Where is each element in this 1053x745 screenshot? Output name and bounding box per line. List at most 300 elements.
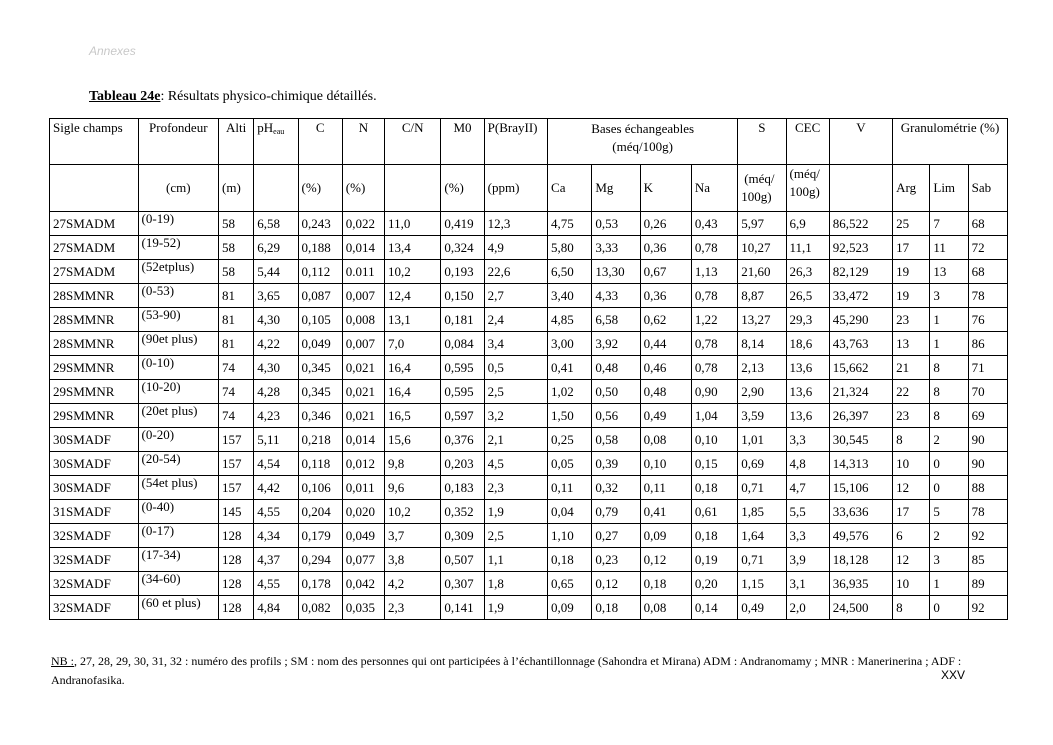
table-cell: 13,4 — [385, 236, 441, 260]
table-cell: 90 — [968, 428, 1007, 452]
table-cell: 0,419 — [441, 212, 484, 236]
table-cell: 32SMADF — [50, 524, 139, 548]
table-cell — [138, 260, 219, 284]
table-cell: 69 — [968, 404, 1007, 428]
table-cell: 3,3 — [786, 428, 829, 452]
table-cell: 22 — [893, 380, 930, 404]
table-cell: 0,012 — [342, 452, 384, 476]
table-cell: 92 — [968, 596, 1007, 620]
table-cell: 16,4 — [385, 380, 441, 404]
table-cell: 6,29 — [254, 236, 298, 260]
table-cell: 0,084 — [441, 332, 484, 356]
table-cell: 1 — [930, 308, 968, 332]
table-cell — [138, 596, 219, 620]
table-cell: 21,60 — [738, 260, 786, 284]
table-cell: 1,13 — [691, 260, 737, 284]
table-cell: 43,763 — [829, 332, 892, 356]
table-caption-text: : Résultats physico-chimique détaillés. — [160, 89, 377, 104]
head-c: C — [298, 119, 342, 165]
table-cell: 89 — [968, 572, 1007, 596]
table-cell — [138, 500, 219, 524]
depth-value: (90et plus) — [141, 331, 198, 346]
table-cell: 3 — [930, 284, 968, 308]
table-cell: 0,41 — [640, 500, 691, 524]
table-cell: 1,9 — [484, 500, 547, 524]
table-cell: 58 — [219, 236, 254, 260]
table-cell: 128 — [219, 524, 254, 548]
table-cell: 2,3 — [385, 596, 441, 620]
table-cell: 0,62 — [640, 308, 691, 332]
depth-value: (60 et plus) — [141, 595, 201, 610]
table-cell: 78 — [968, 500, 1007, 524]
table-cell: 23 — [893, 308, 930, 332]
table-cell — [138, 524, 219, 548]
table-cell: 4,55 — [254, 572, 298, 596]
table-cell: 0,11 — [548, 476, 592, 500]
head-ca: Ca — [548, 165, 592, 212]
table-cell: 8 — [893, 428, 930, 452]
head-profondeur-unit: (cm) — [138, 165, 219, 212]
table-cell: 0,12 — [640, 548, 691, 572]
table-cell: 4,30 — [254, 356, 298, 380]
table-cell: 0,71 — [738, 548, 786, 572]
table-cell: 70 — [968, 380, 1007, 404]
table-cell: 32SMADF — [50, 572, 139, 596]
table-cell: 0,218 — [298, 428, 342, 452]
table-cell: 0,69 — [738, 452, 786, 476]
head-cec-unit-1: (méq/ — [789, 166, 820, 181]
table-cell: 1,04 — [691, 404, 737, 428]
table-cell: 4,30 — [254, 308, 298, 332]
head-bases-line2: (méq/100g) — [612, 139, 673, 154]
table-cell — [138, 236, 219, 260]
table-cell: 1,9 — [484, 596, 547, 620]
table-cell: 3,65 — [254, 284, 298, 308]
table-cell: 10,27 — [738, 236, 786, 260]
table-cell: 11 — [930, 236, 968, 260]
table-cell: 0,79 — [592, 500, 640, 524]
table-cell: 27SMADM — [50, 212, 139, 236]
table-cell: 0,18 — [592, 596, 640, 620]
head-s: S — [738, 119, 786, 165]
table-cell: 27SMADM — [50, 260, 139, 284]
table-cell: 72 — [968, 236, 1007, 260]
table-cell: 86 — [968, 332, 1007, 356]
table-cell: 8,14 — [738, 332, 786, 356]
table-cell: 0,04 — [548, 500, 592, 524]
table-cell: 4,28 — [254, 380, 298, 404]
table-cell: 0,19 — [691, 548, 737, 572]
table-cell: 0,087 — [298, 284, 342, 308]
table-cell: 12,4 — [385, 284, 441, 308]
table-cell: 10,2 — [385, 500, 441, 524]
table-cell: 0,178 — [298, 572, 342, 596]
table-cell: 88 — [968, 476, 1007, 500]
table-row — [50, 236, 1008, 260]
table-cell: 81 — [219, 284, 254, 308]
table-cell: 8 — [930, 356, 968, 380]
table-cell: 13,1 — [385, 308, 441, 332]
table-cell: 15,106 — [829, 476, 892, 500]
table-cell: 92 — [968, 524, 1007, 548]
table-cell: 0,021 — [342, 356, 384, 380]
header-row-2 — [50, 165, 1008, 212]
table-cell: 92,523 — [829, 236, 892, 260]
table-cell: 0,26 — [640, 212, 691, 236]
table-cell: 0,106 — [298, 476, 342, 500]
table-row — [50, 548, 1008, 572]
head-bases-line1: Bases échangeables — [591, 121, 695, 136]
head-v: V — [829, 119, 892, 165]
table-cell: 15,6 — [385, 428, 441, 452]
table-cell — [138, 452, 219, 476]
table-cell: 0,204 — [298, 500, 342, 524]
table-cell: 0,049 — [298, 332, 342, 356]
table-cell: 21 — [893, 356, 930, 380]
head-cec: CEC — [786, 119, 829, 165]
table-cell: 4,22 — [254, 332, 298, 356]
table-cell: 15,662 — [829, 356, 892, 380]
table-cell: 1 — [930, 572, 968, 596]
table-cell: 1,8 — [484, 572, 547, 596]
table-cell: 5,97 — [738, 212, 786, 236]
depth-value: (20-54) — [141, 451, 181, 466]
head-sigle: Sigle champs — [50, 119, 139, 165]
table-cell: 36,935 — [829, 572, 892, 596]
table-cell: 3,7 — [385, 524, 441, 548]
table-cell: 13,6 — [786, 380, 829, 404]
table-cell: 4,85 — [548, 308, 592, 332]
table-cell: 0,12 — [592, 572, 640, 596]
table-cell: 13 — [930, 260, 968, 284]
table-cell: 13,6 — [786, 404, 829, 428]
table-row — [50, 596, 1008, 620]
table-cell: 0.011 — [342, 260, 384, 284]
table-cell: 13,30 — [592, 260, 640, 284]
table-cell: 2,3 — [484, 476, 547, 500]
table-cell: 0,90 — [691, 380, 737, 404]
table-cell — [138, 284, 219, 308]
footnote-label: NB : — [51, 654, 75, 668]
table-cell: 12 — [893, 476, 930, 500]
table-cell: 9,8 — [385, 452, 441, 476]
table-cell: 74 — [219, 404, 254, 428]
table-cell: 1,01 — [738, 428, 786, 452]
head-mo: M0 — [441, 119, 484, 165]
table-cell: 0,105 — [298, 308, 342, 332]
table-cell: 0,20 — [691, 572, 737, 596]
table-cell: 0,345 — [298, 356, 342, 380]
table-cell: 0,595 — [441, 380, 484, 404]
table-cell: 45,290 — [829, 308, 892, 332]
table-cell: 0,346 — [298, 404, 342, 428]
table-cell: 0,05 — [548, 452, 592, 476]
table-cell: 0,5 — [484, 356, 547, 380]
table-cell — [138, 572, 219, 596]
table-cell: 4,42 — [254, 476, 298, 500]
table-cell: 0,15 — [691, 452, 737, 476]
table-cell: 6,9 — [786, 212, 829, 236]
table-cell: 10,2 — [385, 260, 441, 284]
table-cell: 0,11 — [640, 476, 691, 500]
table-cell: 2 — [930, 524, 968, 548]
head-granulo: Granulométrie (%) — [893, 119, 1008, 165]
table-cell: 1,02 — [548, 380, 592, 404]
table-cell: 0,10 — [640, 452, 691, 476]
table-cell: 28SMMNR — [50, 284, 139, 308]
table-cell: 4,34 — [254, 524, 298, 548]
table-row — [50, 524, 1008, 548]
table-cell: 10 — [893, 572, 930, 596]
table-cell: 8,87 — [738, 284, 786, 308]
head-ph — [254, 119, 298, 165]
table-cell: 1,15 — [738, 572, 786, 596]
table-cell: 0,71 — [738, 476, 786, 500]
table-cell: 0,077 — [342, 548, 384, 572]
table-cell: 13,6 — [786, 356, 829, 380]
table-cell: 0,049 — [342, 524, 384, 548]
table-cell: 4,2 — [385, 572, 441, 596]
table-cell: 5 — [930, 500, 968, 524]
table-cell: 0,021 — [342, 404, 384, 428]
table-cell: 0,08 — [640, 428, 691, 452]
table-row — [50, 452, 1008, 476]
table-cell: 0,65 — [548, 572, 592, 596]
footnote — [51, 652, 1011, 690]
table-cell: 0,09 — [548, 596, 592, 620]
table-row — [50, 500, 1008, 524]
table-cell: 4,8 — [786, 452, 829, 476]
table-cell: 0,48 — [640, 380, 691, 404]
table-cell: 0,020 — [342, 500, 384, 524]
table-cell: 1,85 — [738, 500, 786, 524]
table-cell: 3,9 — [786, 548, 829, 572]
table-cell: 76 — [968, 308, 1007, 332]
table-cell: 11,1 — [786, 236, 829, 260]
table-cell: 0,39 — [592, 452, 640, 476]
table-cell: 26,3 — [786, 260, 829, 284]
table-cell: 0 — [930, 596, 968, 620]
table-cell: 17 — [893, 500, 930, 524]
table-cell: 4,9 — [484, 236, 547, 260]
table-cell: 12,3 — [484, 212, 547, 236]
depth-value: (17-34) — [141, 547, 181, 562]
table-cell: 11,0 — [385, 212, 441, 236]
table-cell — [138, 356, 219, 380]
table-cell: 16,4 — [385, 356, 441, 380]
table-cell: 74 — [219, 356, 254, 380]
depth-value: (0-10) — [141, 355, 175, 370]
table-cell: 13,27 — [738, 308, 786, 332]
table-cell: 0,183 — [441, 476, 484, 500]
table-cell: 1,1 — [484, 548, 547, 572]
head-na: Na — [691, 165, 737, 212]
table-cell: 0,10 — [691, 428, 737, 452]
table-cell: 0,141 — [441, 596, 484, 620]
table-cell: 128 — [219, 596, 254, 620]
table-cell: 0,50 — [592, 380, 640, 404]
head-k: K — [640, 165, 691, 212]
table-cell: 28SMMNR — [50, 332, 139, 356]
table-cell: 8 — [930, 380, 968, 404]
head-c-unit: (%) — [298, 165, 342, 212]
head-cec-unit — [786, 165, 829, 212]
table-cell: 0,44 — [640, 332, 691, 356]
table-cell: 29SMMNR — [50, 404, 139, 428]
depth-value: (0-20) — [141, 427, 175, 442]
head-arg: Arg — [893, 165, 930, 212]
table-cell: 0,36 — [640, 236, 691, 260]
table-cell: 0,042 — [342, 572, 384, 596]
table-cell: 0,007 — [342, 284, 384, 308]
table-cell: 1,50 — [548, 404, 592, 428]
table-cell: 58 — [219, 212, 254, 236]
head-s-unit-2: 100g) — [741, 189, 772, 204]
depth-value: (0-19) — [141, 211, 175, 226]
table-cell: 7 — [930, 212, 968, 236]
table-cell: 0,09 — [640, 524, 691, 548]
table-cell: 4,5 — [484, 452, 547, 476]
table-cell: 0,014 — [342, 236, 384, 260]
table-cell: 29SMMNR — [50, 380, 139, 404]
depth-value: (0-40) — [141, 499, 175, 514]
table-cell: 4,84 — [254, 596, 298, 620]
table-cell — [138, 308, 219, 332]
page-number: XXV — [941, 668, 966, 682]
table-cell: 32SMADF — [50, 548, 139, 572]
table-cell: 0,53 — [592, 212, 640, 236]
table-row — [50, 380, 1008, 404]
table-cell: 19 — [893, 260, 930, 284]
table-cell: 0,32 — [592, 476, 640, 500]
table-cell: 0,294 — [298, 548, 342, 572]
table-cell: 23 — [893, 404, 930, 428]
table-cell: 90 — [968, 452, 1007, 476]
table-cell: 2,5 — [484, 380, 547, 404]
table-cell: 82,129 — [829, 260, 892, 284]
table-cell: 0,18 — [640, 572, 691, 596]
table-caption-label: Tableau 24e — [89, 89, 161, 104]
table-cell: 157 — [219, 428, 254, 452]
table-cell: 3,8 — [385, 548, 441, 572]
table-cell: 0,188 — [298, 236, 342, 260]
table-cell: 74 — [219, 380, 254, 404]
table-cell: 0,203 — [441, 452, 484, 476]
table-row — [50, 212, 1008, 236]
table-cell — [138, 380, 219, 404]
table-cell: 0,78 — [691, 332, 737, 356]
table-cell: 5,11 — [254, 428, 298, 452]
table-cell: 26,397 — [829, 404, 892, 428]
table-cell: 1,22 — [691, 308, 737, 332]
table-cell: 19 — [893, 284, 930, 308]
table-cell: 10 — [893, 452, 930, 476]
table-cell — [138, 476, 219, 500]
depth-value: (20et plus) — [141, 403, 198, 418]
table-cell: 0,243 — [298, 212, 342, 236]
head-cec-unit-2: 100g) — [789, 184, 820, 199]
table-row — [50, 308, 1008, 332]
table-cell: 0,48 — [592, 356, 640, 380]
table-cell: 4,75 — [548, 212, 592, 236]
table-cell: 33,472 — [829, 284, 892, 308]
table-cell: 71 — [968, 356, 1007, 380]
head-p: P(BrayII) — [484, 119, 547, 165]
table-cell — [138, 428, 219, 452]
table-cell: 78 — [968, 284, 1007, 308]
table-cell: 4,33 — [592, 284, 640, 308]
running-header: Annexes — [89, 44, 136, 58]
table-cell: 81 — [219, 332, 254, 356]
table-cell: 157 — [219, 452, 254, 476]
table-cell: 30SMADF — [50, 428, 139, 452]
table-cell: 0,597 — [441, 404, 484, 428]
table-cell: 2,5 — [484, 524, 547, 548]
table-cell: 0,022 — [342, 212, 384, 236]
table-cell: 49,576 — [829, 524, 892, 548]
table-cell: 0,324 — [441, 236, 484, 260]
results-table — [49, 118, 1008, 620]
head-ph-unit — [254, 165, 298, 212]
head-mo-unit: (%) — [441, 165, 484, 212]
table-cell: 0,18 — [691, 524, 737, 548]
head-s-unit-1: (méq/ — [744, 171, 775, 186]
table-cell: 0,18 — [548, 548, 592, 572]
table-cell: 0,179 — [298, 524, 342, 548]
table-cell: 5,80 — [548, 236, 592, 260]
table-cell: 29,3 — [786, 308, 829, 332]
head-bases — [548, 119, 738, 165]
table-cell: 8 — [930, 404, 968, 428]
table-cell: 0 — [930, 476, 968, 500]
table-cell: 81 — [219, 308, 254, 332]
table-cell: 3,2 — [484, 404, 547, 428]
head-profondeur: Profondeur — [138, 119, 219, 165]
table-cell: 0,49 — [738, 596, 786, 620]
table-cell: 0,307 — [441, 572, 484, 596]
table-row — [50, 332, 1008, 356]
table-cell: 3,4 — [484, 332, 547, 356]
table-cell: 1,10 — [548, 524, 592, 548]
table-row — [50, 428, 1008, 452]
table-cell: 0,352 — [441, 500, 484, 524]
table-cell: 28SMMNR — [50, 308, 139, 332]
table-cell: 3,3 — [786, 524, 829, 548]
table-cell: 7,0 — [385, 332, 441, 356]
table-cell: 2 — [930, 428, 968, 452]
table-cell: 1,64 — [738, 524, 786, 548]
table-cell: 68 — [968, 212, 1007, 236]
table-cell: 25 — [893, 212, 930, 236]
table-cell: 0,23 — [592, 548, 640, 572]
table-cell — [138, 404, 219, 428]
table-cell: 0,08 — [640, 596, 691, 620]
head-alti: Alti — [219, 119, 254, 165]
table-row — [50, 356, 1008, 380]
table-cell: 0,007 — [342, 332, 384, 356]
head-n-unit: (%) — [342, 165, 384, 212]
depth-value: (34-60) — [141, 571, 181, 586]
table-cell: 30,545 — [829, 428, 892, 452]
depth-value: (54et plus) — [141, 475, 198, 490]
table-cell: 0,181 — [441, 308, 484, 332]
table-cell: 0,67 — [640, 260, 691, 284]
table-cell: 26,5 — [786, 284, 829, 308]
table-cell: 6,58 — [254, 212, 298, 236]
table-cell: 85 — [968, 548, 1007, 572]
table-cell: 3 — [930, 548, 968, 572]
head-sab: Sab — [968, 165, 1007, 212]
